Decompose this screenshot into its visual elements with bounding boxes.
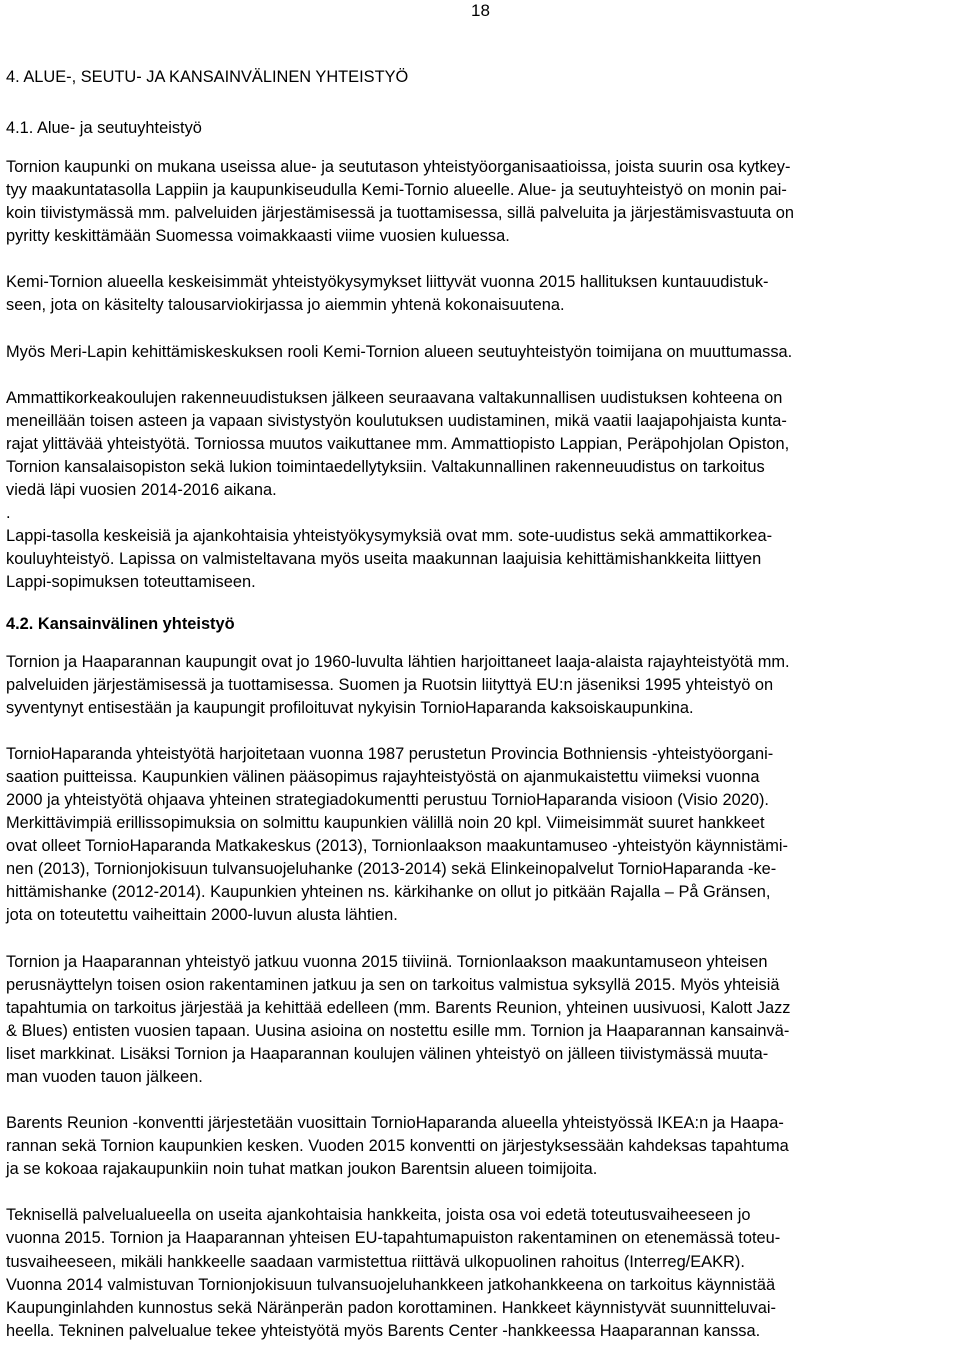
paragraph-line: Myös Meri-Lapin kehittämiskeskuksen rooli Kemi-Tornion alueen seutuyhteistyön toimijana on muuttumassa. [6, 342, 793, 361]
paragraph [6, 271, 956, 317]
paragraph-line: jota on toteutettu vaiheittain 2000-luvun alusta lähtien. [6, 906, 398, 925]
paragraph [6, 341, 956, 364]
paragraph-line: kouluyhteistyö. Lapissa on valmisteltavana myös useita maakunnan laajuisia kehittämishankkeita liittyen [6, 550, 762, 569]
paragraph-line: nen (2013), Tornionjokisuun tulvansuojeluhanke (2013-2014) sekä Elinkeinopalvelut TornioHaparanda -ke- [6, 860, 777, 879]
paragraph-line: & Blues) entisten vuosien tapaan. Uusina asioina on nostettu esille mm. Tornion ja Haaparannan kansainvä- [6, 1021, 790, 1040]
paragraph-line: Tornion kansalaisopiston sekä lukion toimintaedellytyksiin. Valtakunnallinen rakenneuudistus on tarkoitus [6, 457, 765, 476]
paragraph-line: ja se kokoaa rajakaupunkiin noin tuhat matkan joukon Barentsin alueen toimijoita. [6, 1160, 598, 1179]
section-4-1-body [6, 156, 956, 595]
section-heading-4: 4. ALUE-, SEUTU- JA KANSAINVÄLINEN YHTEISTYÖ [6, 68, 409, 86]
paragraph [6, 156, 956, 248]
paragraph-line: Tornion ja Haaparannan kaupungit ovat jo 1960-luvulta lähtien harjoittaneet laaja-alaista rajayhteistyötä mm. [6, 652, 790, 671]
paragraph [6, 1112, 956, 1181]
paragraph-line: Kemi-Tornion alueella keskeisimmät yhteistyökysymykset liittyvät vuonna 2015 hallituksen kuntauudistuk- [6, 273, 769, 292]
paragraph-line: rannan sekä Tornion kaupunkien kesken. Vuoden 2015 konventti on järjestyksessään kahdeksas tapahtuma [6, 1137, 789, 1156]
paragraph [6, 951, 956, 1090]
paragraph-line: rajat ylittävää yhteistyötä. Torniossa muutos vaikuttanee mm. Ammattiopisto Lappian, Peräpohjolan Opiston, [6, 434, 790, 453]
paragraph-line: Teknisellä palvelualueella on useita ajankohtaisia hankkeita, joista osa voi edetä toteutusvaiheeseen jo [6, 1206, 751, 1225]
paragraph-line: 2000 ja yhteistyötä ohjaava yhteinen strategiadokumentti perustuu TornioHaparanda visioon (Visio 2020). [6, 790, 769, 809]
paragraph-line: Ammattikorkeakoulujen rakenneuudistuksen jälkeen seuraavana valtakunnallisen uudistuksen kohteena on [6, 388, 783, 407]
paragraph-line: viedä läpi vuosien 2014-2016 aikana. [6, 481, 277, 500]
paragraph-line: man vuoden tauon jälkeen. [6, 1068, 203, 1086]
paragraph-line: tyy maakuntatasolla Lappiin ja kaupunkiseudulla Kemi-Tornio alueelle. Alue- ja seutuyhteistyö on monin pai- [6, 181, 787, 200]
section-heading-4-2: 4.2. Kansainvälinen yhteistyö [6, 614, 235, 633]
paragraph-line: seen, jota on käsitelty talousarviokirjassa jo aiemmin yhtenä kokonaisuutena. [6, 296, 565, 315]
paragraph-line: ovat olleet TornioHaparanda Matkakeskus (2013), Tornionlaakson maakuntamuseo -yhteistyön käynnistämi- [6, 837, 789, 856]
paragraph-line: Kaupunginlahden kunnostus sekä Näränperän padon korottaminen. Hankkeet käynnistyvät suunnitteluvai- [6, 1298, 776, 1317]
document-body [6, 64, 956, 1343]
paragraph-line: tapahtumia on tarkoitus järjestää ja kehittää edelleen (mm. Barents Reunion, yhteinen uusivuosi, Kalott Jazz [6, 998, 791, 1017]
paragraph-line: heella. Tekninen palvelualue tekee yhteistyötä myös Barents Center -hankkeessa Haaparannan kanssa. [6, 1321, 761, 1340]
paragraph-line: Merkittävimpiä erillissopimuksia on solmittu kaupunkien välillä noin 20 kpl. Viimeisimmät suuret hankkeet [6, 814, 765, 833]
paragraph-line: . [6, 504, 11, 523]
paragraph-line: TornioHaparanda yhteistyötä harjoitetaan vuonna 1987 perustetun Provincia Bothniensis -yhteistyöorgani- [6, 744, 774, 763]
paragraph-line: hittämishanke (2012-2014). Kaupunkien yhteinen ns. kärkihanke on ollut jo pitkään Rajalla – På Gränsen, [6, 883, 771, 902]
paragraph-line: palveluiden järjestämisessä ja tuottamisessa. Suomen ja Ruotsin liityttyä EU:n jäseniksi 1995 yhteistyö on [6, 675, 774, 694]
paragraph-line: vuonna 2015. Tornion ja Haaparannan yhteisen EU-tapahtumapuiston rakentaminen on etenemässä toteu- [6, 1229, 781, 1248]
paragraph-line: syventynyt entisestään ja kaupungit profiloituvat nykyisin TornioHaparanda kaksoiskaupunkina. [6, 698, 694, 717]
paragraph-line: tusvaiheeseen, mikäli hankkeelle saadaan varmistettua riittävä ulkopuolinen rahoitus (Interreg/EAKR). [6, 1252, 745, 1271]
page-number: 18 [471, 1, 490, 20]
paragraph-line: perusnäyttelyn toisen osion rakentaminen jatkuu ja sen on tarkoitus valmistua syksyllä 2015. Myös yhteisiä [6, 975, 780, 994]
paragraph-line: Tornion kaupunki on mukana useissa alue- ja seututason yhteistyöorganisaatioissa, joista suurin osa kytkey- [6, 158, 791, 176]
paragraph [6, 743, 956, 928]
paragraph [6, 387, 956, 595]
section-4-2-body [6, 651, 956, 1343]
paragraph-line: liset markkinat. Lisäksi Tornion ja Haaparannan koulujen välinen yhteistyö on jälleen tiivistymässä muuta- [6, 1044, 769, 1063]
paragraph-line: koin tiivistymässä mm. palveluiden järjestämisessä ja tuottamisessa, sillä palveluita ja järjestämisvastuuta on [6, 204, 794, 223]
paragraph [6, 1204, 956, 1343]
paragraph-line: pyritty keskittämään Suomessa voimakkaasti viime vuosien kuluessa. [6, 227, 510, 246]
paragraph-line: Lappi-tasolla keskeisiä ja ajankohtaisia yhteistyökysymyksiä ovat mm. sote-uudistus sekä ammattikorkea- [6, 527, 773, 546]
section-heading-4-1: 4.1. Alue- ja seutuyhteistyö [6, 119, 202, 137]
paragraph-line: saation puitteissa. Kaupunkien välinen pääsopimus rajayhteistyöstä on ajanmukaistettu viimeksi vuonna [6, 767, 760, 786]
paragraph-line: Lappi-sopimuksen toteuttamiseen. [6, 573, 256, 592]
paragraph-line: meneillään toisen asteen ja vapaan sivistystyön koulutuksen uudistaminen, mikä vaatii laajapohjaista kunta- [6, 411, 787, 430]
paragraph-line: Vuonna 2014 valmistuvan Tornionjokisuun tulvansuojeluhankkeen jatkohankkeena on tarkoitus käynnistää [6, 1275, 776, 1294]
paragraph-line: Barents Reunion -konventti järjestetään vuosittain TornioHaparanda alueella yhteistyössä IKEA:n ja Haapa- [6, 1114, 784, 1133]
paragraph [6, 651, 956, 720]
paragraph-line: Tornion ja Haaparannan yhteistyö jatkuu vuonna 2015 tiiviinä. Tornionlaakson maakuntamuseon yhteisen [6, 952, 768, 971]
